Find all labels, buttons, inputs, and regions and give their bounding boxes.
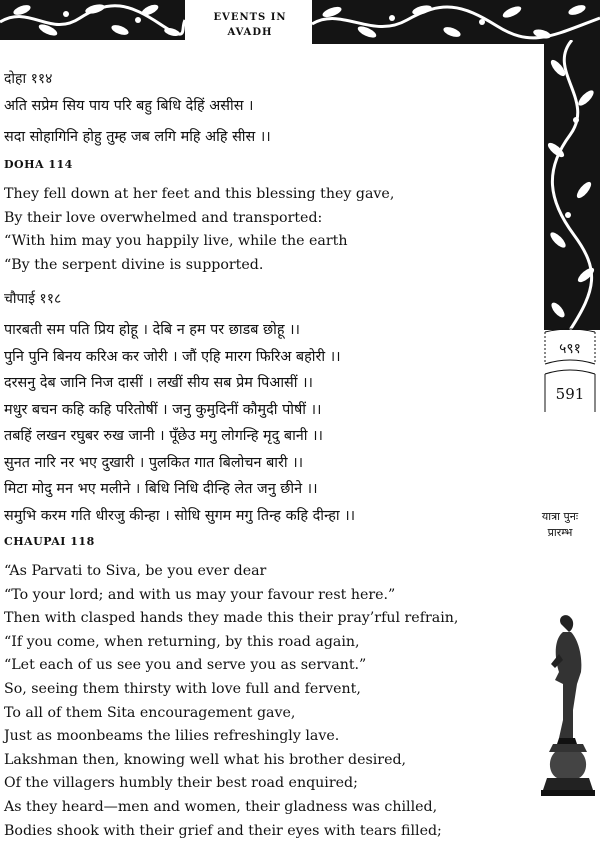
- verse-line: [4, 476, 355, 503]
- verse-half-b: जौं एहि मारग फिरिअ बहोरी ।।: [182, 348, 341, 365]
- verse-line: [4, 370, 355, 397]
- doha-english-heading: DOHA 114: [4, 158, 73, 171]
- verse-half-a: तबहिं लखन रघुबर रुख जानी ।: [4, 428, 165, 444]
- translation-line: “Let each of us see you and serve you as servant.”: [4, 657, 367, 674]
- verse-half-b: पुलकित गात बिलोचन बारी ।।: [148, 454, 304, 471]
- verse-half-b: बिधि निधि दीन्हि लेत जनु छीने ।।: [144, 481, 318, 497]
- page-number: 591: [555, 385, 585, 403]
- translation-line: So, seeing them thirsty with love full and fervent,: [4, 680, 361, 697]
- verse-line: [4, 423, 355, 450]
- margin-note: [522, 509, 598, 541]
- translation-line: “If you come, when returning, by this road again,: [4, 633, 360, 650]
- verse-line: अति सप्रेम सिय पाय परि बहु बिधि देहिं असीस ।: [4, 98, 254, 114]
- translation-line: As they heard—men and women, their gladness was chilled,: [4, 798, 438, 815]
- chaupai-english-heading: CHAUPAI 118: [4, 535, 95, 548]
- verse-half-a: मिटा मोदु मन भए मलीने ।: [4, 481, 141, 497]
- doha-hindi-verse: [4, 91, 271, 153]
- translation-line: “As Parvati to Siva, be you ever dear: [4, 563, 267, 579]
- page-number-hindi: ५९१: [559, 341, 581, 357]
- vine-ornament-right: [536, 40, 600, 340]
- verse-half-b: लखीं सीय सब प्रेम पिआसीं ।।: [157, 375, 313, 391]
- translation-line: “By the serpent divine is supported.: [4, 256, 264, 273]
- translation-line: “With him may you happily live, while the earth: [4, 233, 348, 249]
- verse-half-b: सोधि सुगम मगु तिन्ह कहि दीन्हा ।।: [174, 507, 356, 524]
- translation-line: Bodies shook with their grief and their eyes with tears filled;: [4, 822, 442, 839]
- chaupai-english-translation: [4, 560, 458, 843]
- verse-line: [4, 397, 355, 424]
- translation-line: By their love overwhelmed and transported:: [4, 209, 323, 226]
- verse-half-a: दरसनु देब जानि निज दासीं ।: [4, 375, 153, 391]
- verse-half-a: पारबती सम पति प्रिय होहू ।: [4, 322, 148, 338]
- verse-line: [4, 503, 355, 530]
- verse-half-a: पुनि पुनि बिनय करिअ कर जोरी ।: [4, 348, 178, 365]
- chaupai-hindi-heading: चौपाई ११८: [4, 291, 62, 307]
- translation-line: They fell down at her feet and this blessing they gave,: [4, 186, 395, 202]
- verse-half-b: जनु कुमुदिनीं कौमुदी पोषीं ।।: [172, 401, 322, 418]
- verse-half-b: देबि न हम पर छाडब छोहू ।।: [152, 322, 300, 338]
- vine-ornament-top-left: [0, 0, 185, 44]
- verse-half-a: मधुर बचन कहि कहि परितोषीं ।: [4, 401, 168, 418]
- verse-line: [4, 344, 355, 371]
- doha-english-translation: [4, 183, 394, 277]
- verse-line: [4, 450, 355, 477]
- header-line-1: EVENTS IN: [213, 12, 287, 23]
- translation-line: To all of them Sita encouragement gave,: [4, 704, 296, 721]
- verse-half-a: सुनत नारि नर भए दुखारी ।: [4, 454, 145, 471]
- verse-half-b: पूँछेउ मगु लोगन्हि मृदु बानी ।।: [169, 428, 324, 444]
- translation-line: “To your lord; and with us may your favour rest here.”: [4, 586, 396, 603]
- translation-line: Lakshman then, knowing well what his brother desired,: [4, 751, 407, 768]
- hanuman-statue-illustration: [533, 610, 600, 810]
- verse-half-a: समुभि करम गति धीरजु कीन्हा ।: [4, 507, 170, 524]
- running-header: [190, 10, 310, 40]
- chaupai-hindi-verse: [4, 317, 355, 529]
- translation-line: Just as moonbeams the lilies refreshingly lave.: [4, 728, 340, 745]
- verse-line: सदा सोहागिनि होहु तुम्ह जब लगि महि अहि सीस ।।: [4, 129, 271, 145]
- doha-hindi-heading: दोहा ११४: [4, 71, 53, 87]
- margin-note-line-1: यात्रा पुनः: [541, 510, 579, 523]
- translation-line: Then with clasped hands they made this their pray’rful refrain,: [4, 610, 459, 627]
- margin-note-line-2: प्रारम्भ: [547, 526, 573, 539]
- verse-line: [4, 317, 355, 344]
- header-line-2: AVADH: [227, 27, 273, 38]
- translation-line: Of the villagers humbly their best road enquired;: [4, 775, 358, 792]
